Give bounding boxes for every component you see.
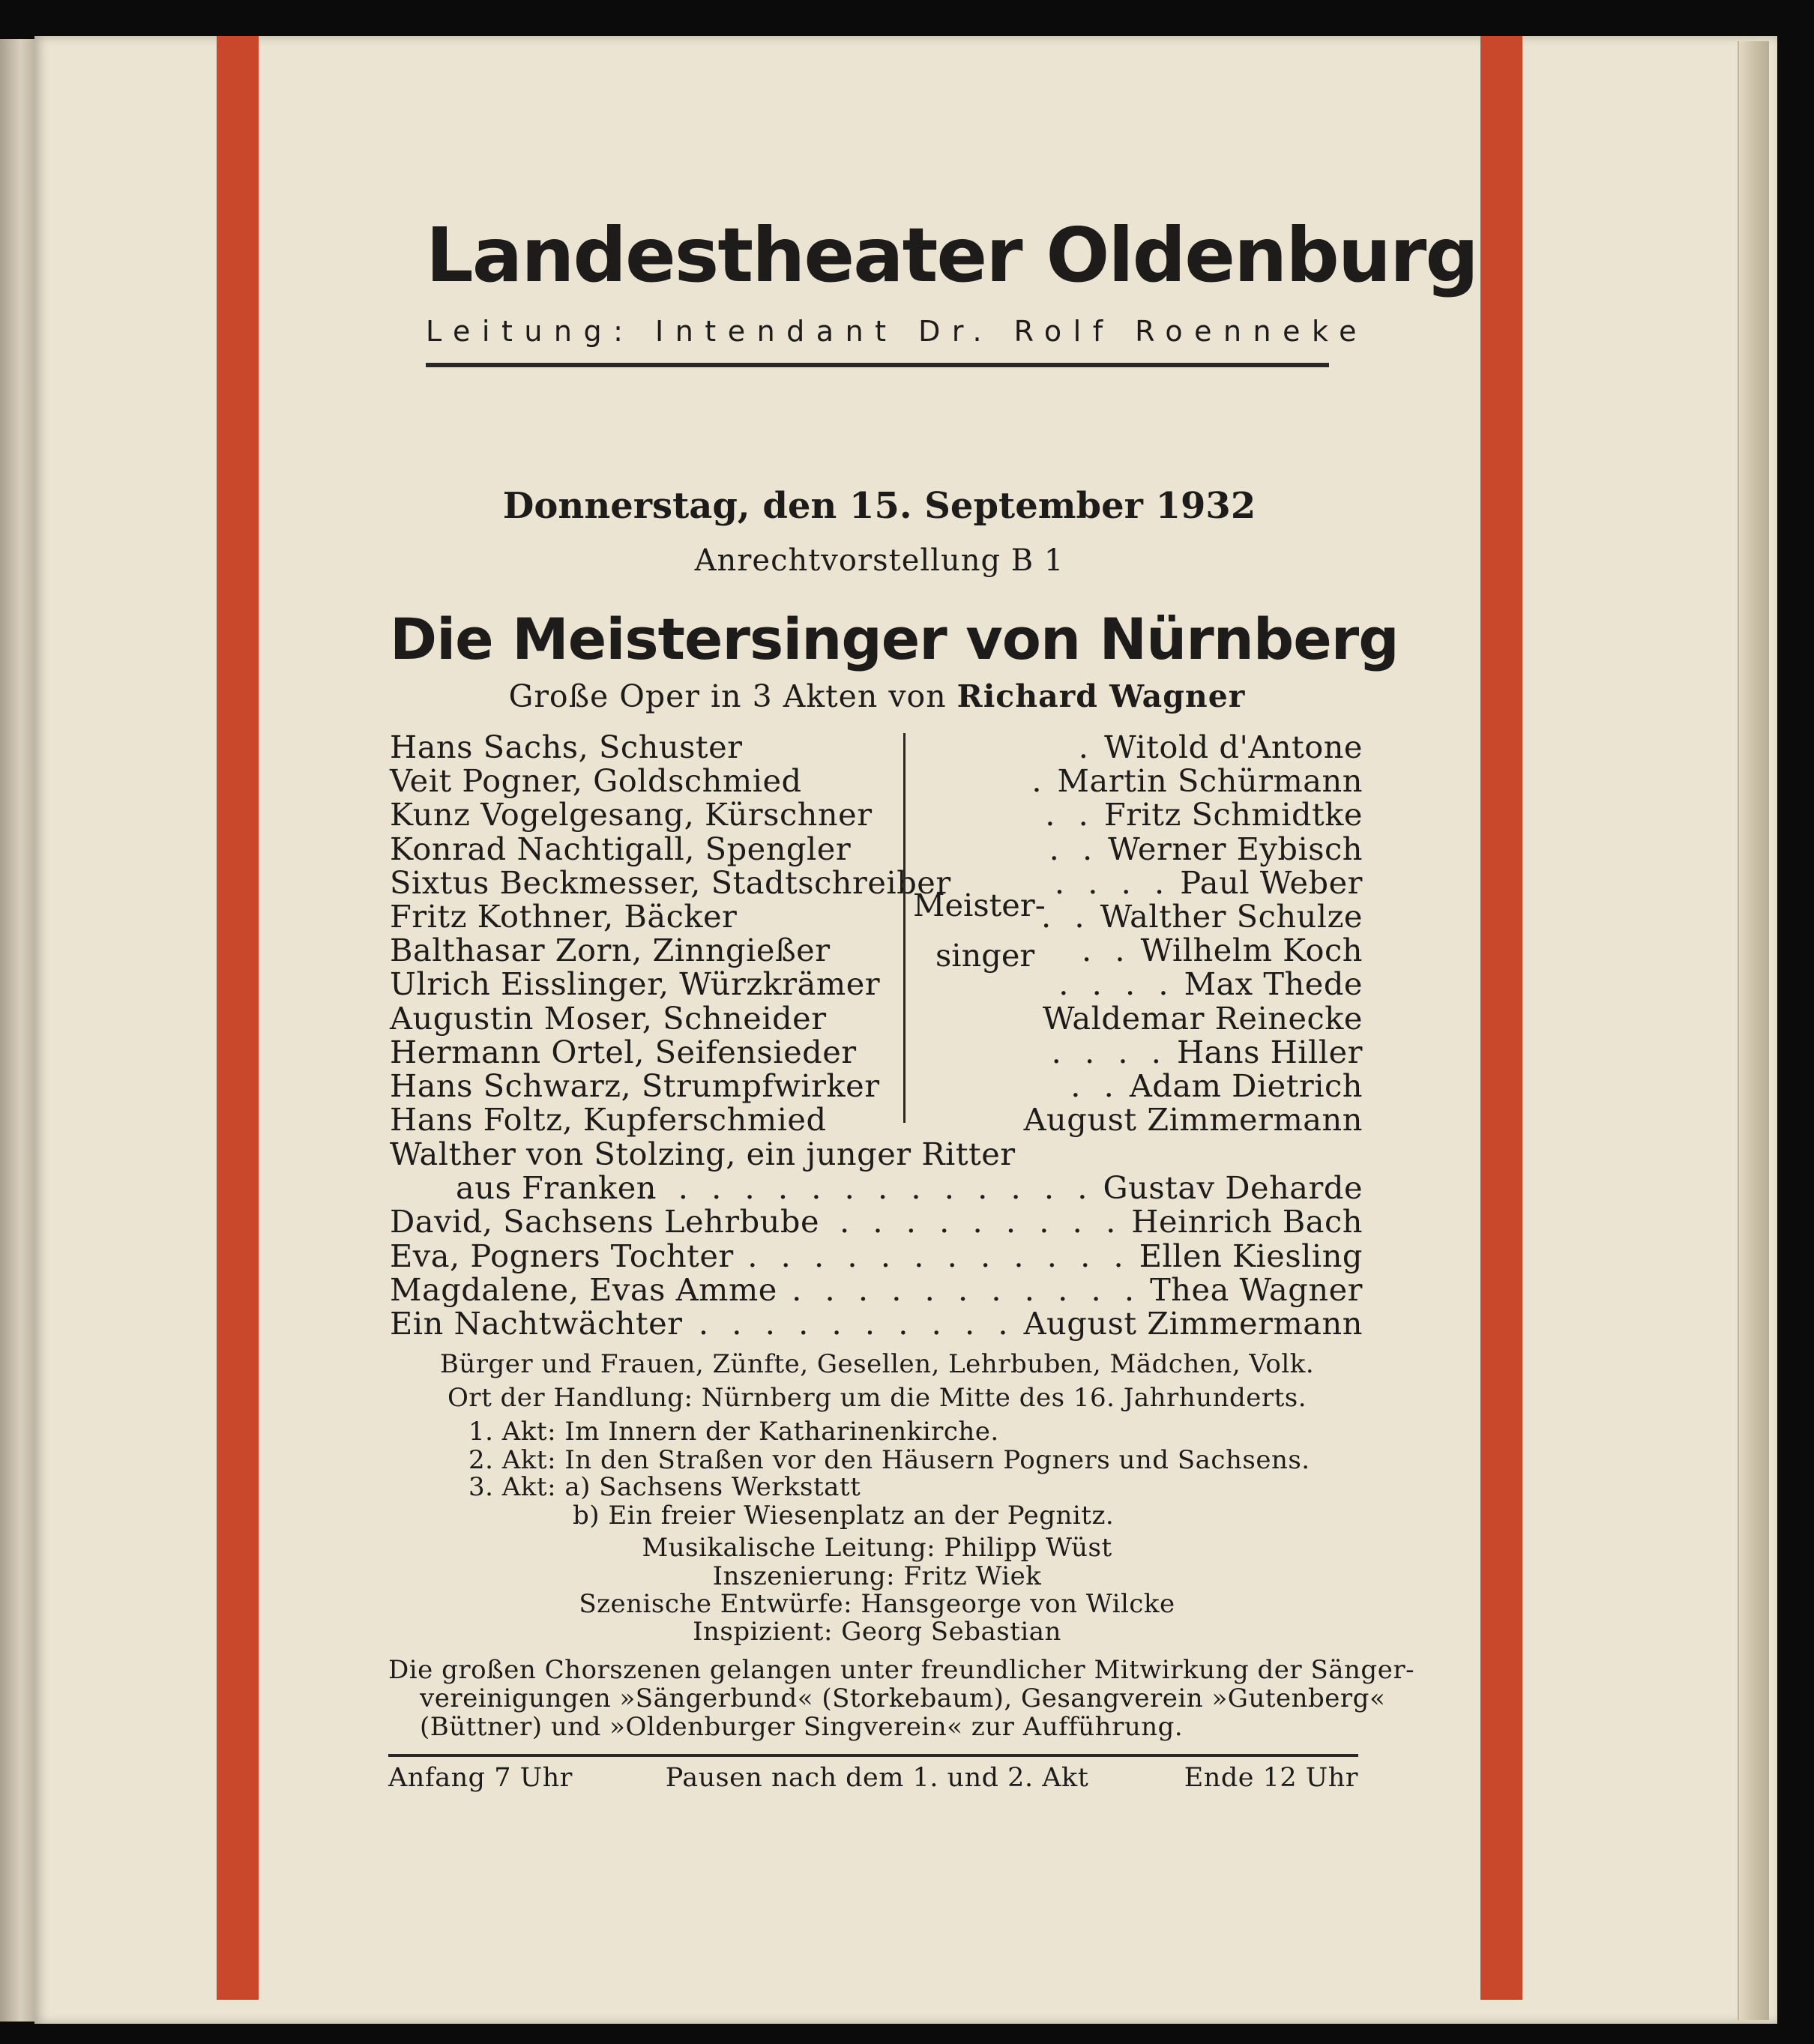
cast-actor: Ellen Kiesling [1139, 1237, 1363, 1274]
subscription-label: Anrechtvorstellung B 1 [694, 543, 1064, 578]
opera-subtitle-prefix: Große Oper in 3 Akten von [508, 678, 947, 714]
cast-role: Magdalene, Evas Amme [390, 1270, 777, 1308]
theatre-direction: Leitung: Intendant Dr. Rolf Roenneke [426, 315, 1369, 348]
footer-start: Anfang 7 Uhr [388, 1763, 573, 1793]
meistersinger-brace [903, 733, 914, 1123]
footer-rule [388, 1754, 1358, 1757]
footer-end: Ende 12 Uhr [1184, 1763, 1358, 1793]
cast-actor: Waldemar Reinecke [1042, 999, 1363, 1037]
cast-actor: Martin Schürmann [1057, 762, 1363, 800]
cast-actor: Thea Wagner [1150, 1270, 1363, 1308]
cast-role: Hans Sachs, Schuster [390, 729, 743, 765]
cast-leader-dots: . . . . [1051, 1033, 1168, 1070]
cast-role: Kunz Vogelgesang, Kürschner [390, 796, 873, 833]
cast-role: Eva, Pogners Tochter [390, 1237, 734, 1274]
cast-leader-dots: . . . . . . . . . [840, 1203, 1123, 1240]
cast-actor: Hans Hiller [1176, 1033, 1363, 1070]
meistersinger-label-line2: singer [935, 937, 1035, 974]
credit-inspector: Inspizient: Georg Sebastian [693, 1617, 1061, 1647]
act-3a: 3. Akt: a) Sachsens Werkstatt [468, 1472, 861, 1502]
cast-leader-dots: . . . . . . . . . . [698, 1305, 1015, 1342]
cast-leader-dots: . . . . . . . . . . . . [747, 1237, 1130, 1274]
cast-leader-dots: . . [1045, 796, 1095, 833]
act-3b: b) Ein freier Wiesenplatz an der Pegnitz. [573, 1501, 1115, 1531]
footer-breaks: Pausen nach dem 1. und 2. Akt [665, 1763, 1089, 1793]
cast-role: Hans Foltz, Kupferschmied [390, 1101, 827, 1139]
composer-name: Richard Wagner [956, 678, 1246, 714]
cast-actor: Paul Weber [1180, 863, 1363, 901]
credit-music: Musikalische Leitung: Philipp Wüst [642, 1533, 1112, 1563]
cast-actor: Fritz Schmidtke [1103, 796, 1363, 833]
cast-leader-dots: . . [1082, 932, 1132, 969]
cast-role: aus Franken [456, 1169, 657, 1207]
cast-actor: Gustav Deharde [1103, 1169, 1363, 1207]
note-line-1: Die großen Chorszenen gelangen unter freundlicher Mitwirkung der Sänger- [388, 1655, 1415, 1685]
cast-leader-dots: . [1031, 762, 1049, 800]
cast-role: Veit Pogner, Goldschmied [390, 762, 802, 800]
performance-date: Donnerstag, den 15. September 1932 [502, 485, 1256, 527]
cast-role: Walther von Stolzing, ein junger Ritter [390, 1136, 1016, 1172]
header-rule [426, 363, 1329, 367]
cast-role: Sixtus Beckmesser, Stadtschreiber [390, 863, 951, 901]
cast-actor: Witold d'Antone [1103, 729, 1363, 765]
act-1: 1. Akt: Im Innern der Katharinenkirche. [468, 1417, 999, 1447]
cast-role: Augustin Moser, Schneider [390, 999, 827, 1037]
cast-role: Balthasar Zorn, Zinngießer [390, 932, 831, 969]
cast-role: Hermann Ortel, Seifensieder [390, 1033, 857, 1070]
cast-actor: Walther Schulze [1100, 898, 1363, 935]
cast-role: Konrad Nachtigall, Spengler [390, 830, 852, 867]
note-line-3: (Büttner) und »Oldenburger Singverein« zur Aufführung. [420, 1712, 1184, 1742]
setting-line: Ort der Handlung: Nürnberg um die Mitte des 16. Jahrhunderts. [447, 1383, 1307, 1413]
cast-leader-dots: . . [1041, 898, 1091, 935]
cast-actor: August Zimmermann [1023, 1101, 1363, 1139]
cast-actor: Heinrich Bach [1131, 1203, 1363, 1240]
cast-actor: Max Thede [1184, 965, 1363, 1003]
cast-leader-dots: . . . . [1054, 863, 1172, 901]
cast-role: Ulrich Eisslinger, Würzkrämer [390, 965, 881, 1003]
credit-design: Szenische Entwürfe: Hansgeorge von Wilcke [579, 1589, 1175, 1619]
cast-leader-dots: . [1078, 729, 1095, 765]
cast-actor: Adam Dietrich [1129, 1067, 1363, 1104]
cast-role: Hans Schwarz, Strumpfwirker [390, 1067, 880, 1104]
cast-leader-dots: . . . . . . . . . . . . . . [645, 1169, 1094, 1207]
note-line-2: vereinigungen »Sängerbund« (Storkebaum), Gesangverein »Gutenberg« [420, 1683, 1386, 1713]
cast-role: David, Sachsens Lehrbube [390, 1203, 819, 1240]
cast-leader-dots: . . [1070, 1067, 1121, 1104]
cast-leader-dots: . . . . . . . . . . . [792, 1270, 1142, 1308]
cast-actor: Wilhelm Koch [1140, 932, 1363, 969]
cast-actor: Werner Eybisch [1108, 830, 1363, 867]
cast-role: Ein Nachtwächter [390, 1305, 683, 1342]
act-2: 2. Akt: In den Straßen vor den Häusern Pogners und Sachsens. [468, 1445, 1310, 1475]
credit-staging: Inszenierung: Fritz Wiek [712, 1561, 1042, 1591]
opera-subtitle [390, 678, 1364, 714]
meistersinger-label-line1: Meister- [913, 887, 1046, 923]
opera-title: Die Meistersinger von Nürnberg [390, 606, 1399, 672]
cast-actor: August Zimmermann [1023, 1305, 1363, 1342]
theatre-title: Landestheater Oldenburg [426, 211, 1477, 299]
cast-leader-dots: . . . . [1058, 965, 1175, 1003]
cast-leader-dots: . . [1049, 830, 1100, 867]
cast-role: Fritz Kothner, Bäcker [390, 898, 738, 935]
ensemble-line: Bürger und Frauen, Zünfte, Gesellen, Lehrbuben, Mädchen, Volk. [439, 1349, 1315, 1379]
